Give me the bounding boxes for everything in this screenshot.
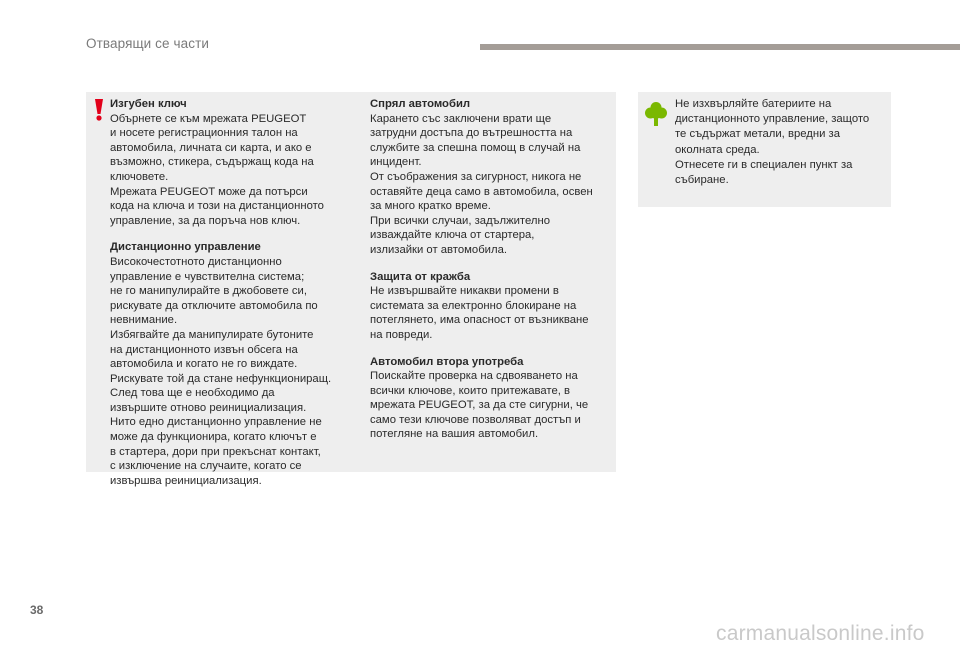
warning-left-column [110,97,355,500]
warning-mid-column [370,97,615,454]
section-title: Отварящи се части [86,36,210,51]
exclamation-icon [94,99,104,121]
lost-key-block [110,97,355,228]
anti-theft-text: Не извършвайте никакви промени в системата за електронно блокиране на потеглянето, има опасност от възникване на повреди. [370,285,589,341]
anti-theft-heading: Защита от кражба [370,270,471,283]
lost-key-heading: Изгубен ключ [110,98,187,110]
stopped-vehicle-text: Карането със заключени врати ще затрудни достъпа до вътрешността на службите за спешна помощ в случай на инцидент. От съображения за сигурност, никога не оставяйте деца само в автомобила, освен за много кратко време. При всички случаи, задължително изваждайте ключа от стартера, излизайки от автомобила. [370,112,593,256]
used-vehicle-block [370,355,615,443]
watermark: carmanualsonline.info [716,622,925,645]
eco-text: Не изхвърляйте батериите на дистанционното управление, защото те съдържат метали, вредни за околната среда. Отнесете ги в специален пункт за събиране. [675,98,870,187]
lost-key-text: Обърнете се към мрежата PEUGEOT и носете регистрационния талон на автомобила, личната си карта, и ако е възможно, стикера, съдържащ кода на ключовете. Мрежата PEUGEOT може да потърси кода на ключа и този на дистанционното управление, за да поръча нов ключ. [110,112,324,227]
remote-control-block [110,240,355,488]
stopped-vehicle-heading: Спрял автомобил [370,98,471,110]
remote-control-heading: Дистанционно управление [110,241,261,254]
used-vehicle-heading: Автомобил втора употреба [370,355,524,368]
page-number: 38 [30,603,44,617]
anti-theft-block [370,270,615,343]
header-bar [480,44,960,50]
tree-icon [645,101,667,127]
stopped-vehicle-block [370,97,615,258]
used-vehicle-text: Поискайте проверка на сдвояването на всички ключове, които притежавате, в мрежата PEUGEOT, за да сте сигурни, че само тези ключове позволяват достъп и потегляне на вашия автомобил. [370,370,589,441]
remote-control-text: Високочестотното дистанционно управление е чувствителна система; не го манипулирайте в джобовете си, рискувате да отключите автомобила по невнимание. Избягвайте да манипулирате бутоните на дистанционното извън обсега на автомобила и когато не го виждате. Рискувате той да стане нефункциониращ. След това ще е необходимо да извършите отново реинициализация. Нито едно дистанционно управление не може да функционира, когато ключът е в стартера, дори при прекъснат контакт, с изключение на случаите, когато се извършва реинициализация. [110,255,332,487]
